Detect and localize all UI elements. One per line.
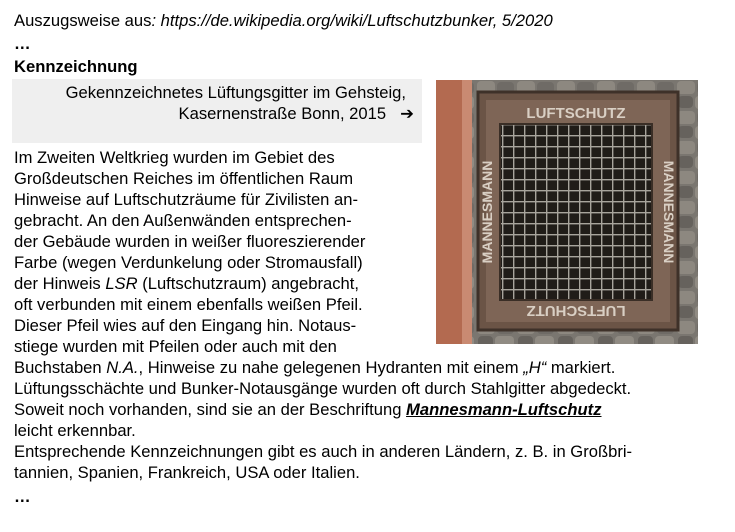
caption-line-1: Gekennzeichnetes Lüftungsgitter im Gehsteig,	[65, 83, 406, 102]
text-line	[14, 273, 359, 294]
na-term: N.A.	[106, 358, 139, 377]
text-line	[14, 399, 602, 420]
text-line: Entsprechende Kennzeichnungen gibt es auch in anderen Ländern, z. B. in Großbri-	[14, 442, 633, 461]
text-line: Farbe (wegen Verdunkelung oder Stromausfall)	[14, 253, 363, 272]
text-line: gebracht. An den Außenwänden entsprechen-	[14, 211, 352, 230]
text-line: oft verbunden mit einem ebenfalls weißen Pfeil.	[14, 295, 363, 314]
source-line	[14, 10, 553, 31]
text-line: tannien, Spanien, Frankreich, USA oder Italien.	[14, 463, 360, 482]
text-run: (Luftschutzraum) angebracht,	[137, 274, 359, 293]
text-run: der Hinweis	[14, 274, 106, 293]
ellipsis-top: …	[14, 34, 31, 53]
mannesmann-luftschutz-link[interactable]: Mannesmann-Luftschutz	[406, 400, 602, 419]
text-line	[14, 357, 615, 378]
section-heading: Kennzeichnung	[14, 57, 138, 76]
grate-top-text: LUFTSCHUTZ	[526, 105, 626, 122]
text-run: , Hinweise zu nahe gelegenen Hydranten mit einem	[138, 358, 524, 377]
grate-left-text: MANNESMANN	[479, 160, 495, 264]
ellipsis-bottom: …	[14, 487, 31, 506]
text-run: Buchstaben	[14, 358, 107, 377]
text-line: Hinweise auf Luftschutzräume für Zivilisten an-	[14, 190, 359, 209]
source-reference: : https://de.wikipedia.org/wiki/Luftschutzbunker, 5/2020	[151, 11, 553, 30]
caption-place: Kasernenstraße Bonn, 2015	[178, 104, 387, 123]
text-line: leicht erkennbar.	[14, 421, 136, 440]
lsr-term: LSR	[105, 274, 138, 293]
text-line: der Gebäude wurden in weißer fluoreszierender	[14, 232, 366, 251]
source-prefix: Auszugsweise aus	[14, 11, 152, 30]
text-line: Lüftungsschächte und Bunker-Notausgänge wurden oft durch Stahlgitter abgedeckt.	[14, 379, 632, 398]
grate-photo	[436, 80, 698, 344]
grate-photo-image	[436, 80, 698, 344]
h-term: „H“	[523, 358, 547, 377]
text-run: markiert.	[546, 358, 616, 377]
text-run: Soweit noch vorhanden, sind sie an der Beschriftung	[14, 400, 407, 419]
right-arrow-icon: ➔	[400, 104, 414, 123]
grate-right-text: MANNESMANN	[661, 160, 677, 264]
text-line: Dieser Pfeil wies auf den Eingang hin. Notaus-	[14, 316, 357, 335]
text-line: Im Zweiten Weltkrieg wurden im Gebiet des	[14, 148, 335, 167]
text-line: stiege wurden mit Pfeilen oder auch mit den	[14, 337, 337, 356]
photo-caption	[12, 79, 422, 143]
grate-bottom-text: LUFTSCHUTZ	[526, 302, 626, 319]
text-line: Großdeutschen Reiches im öffentlichen Raum	[14, 169, 354, 188]
caption-line-2	[179, 103, 414, 124]
